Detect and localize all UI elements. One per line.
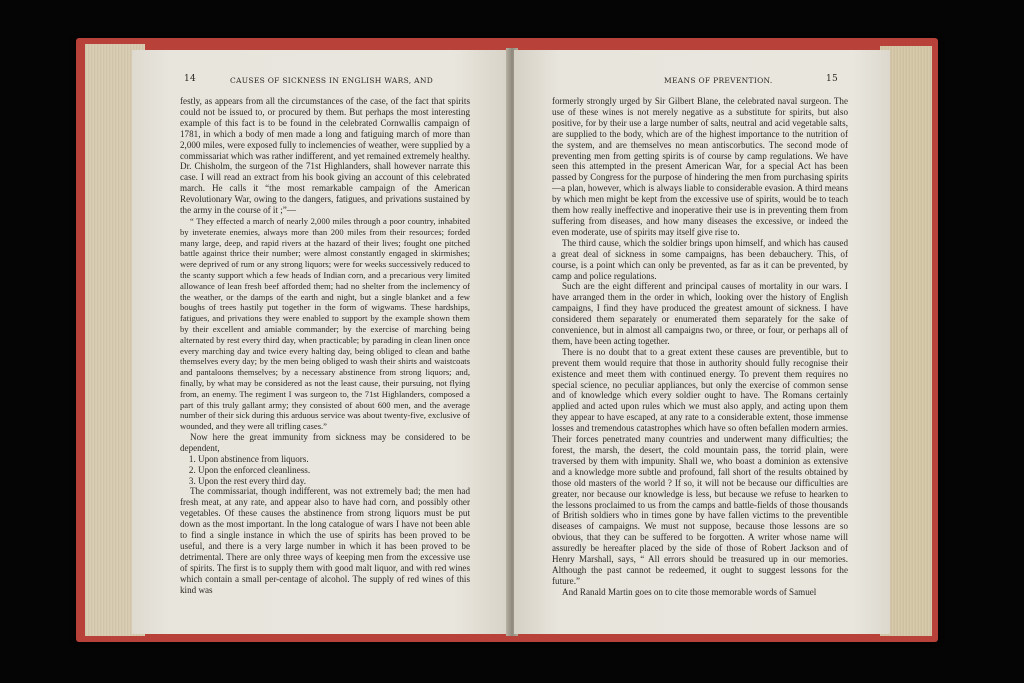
paragraph: The commissariat, though indifferent, was not extremely bad; the men had fresh meat, at any rate, and appear also to have had corn, and possibly other vegetables. Of these causes the abstinence from strong liquors must be put down as the most important. In the long catalogue of wars I have not been able to find a single instance in which the use of spirits has been proved to be useful, and there is a very large number in which it has been proved to be detrimental. There are only three ways of keeping men from the excessive use of spirits. The first is to supply them with good malt liquor, and with red wines which contain a small per-centage of alcohol. The supply of red wines of this kind was: [180, 486, 470, 595]
page-body: [180, 96, 470, 596]
page-number: 14: [184, 74, 197, 84]
running-head: MEANS OF PREVENTION.: [664, 76, 773, 85]
block-quote: “ They effected a march of nearly 2,000 miles through a poor country, inhabited by inveterate enemies, always more than 200 miles from their resources; forded many large, deep, and rapid rivers at the hazard of their lives; fought one pitched battle against thrice their number; were almost constantly engaged in skirmishes; were deprived of rum or any strong liquors; were for weeks successively reduced to the scanty support which a few heads of Indian corn, and a precarious very limited allowance of lean fresh beef afforded them; had no shelter from the inclemency of the weather, or the damps of the earth and night, but a single blanket and a few boughs of trees hastily put together in the form of wigwams. These hardships, fatigues, and privations they were enabled to support by the example shown them by their excellent and amiable commander; by the exercise of marching being alternated by rest every third day, when practicable; by parading in clean linen once every marching day and twice every halting day, being obliged to clean and bathe themselves every day; by the men being obliged to wash their shirts and waistcoats and pantaloons themselves; by a necessary abstinence from strong liquors; and, finally, by what may be considered as not the least cause, their pursuing, not flying from, an enemy. The regiment I was surgeon to, the 71st Highlanders, composed a part of this truly gallant army; they consisted of about 600 men, and the average number of their sick during this arduous service was about twenty-five, exclusive of wounded, and they were all trifling cases.”: [180, 215, 470, 432]
page-number: 15: [825, 74, 838, 84]
numbered-list: [180, 454, 470, 487]
page-body: [552, 96, 848, 598]
paragraph: The third cause, which the soldier brings upon himself, and which has caused a great deal of sickness in some campaigns, has been debauchery. This, of course, is a point which can only be prevented, as far as it can be prevented, by camp and police regulations.: [552, 237, 848, 281]
list-item: 1. Upon abstinence from liquors.: [198, 454, 470, 465]
running-head: CAUSES OF SICKNESS IN ENGLISH WARS, AND: [230, 76, 434, 85]
list-item: 3. Upon the rest every third day.: [198, 476, 470, 487]
paragraph: festly, as appears from all the circumstances of the case, of the fact that spirits could not be issued to, or procured by them. But perhaps the most interesting example of this fact is to be found in the celebrated Cornwallis campaign of 1781, in which a body of men made a long and fatiguing march of more than 2,000 miles, were exposed fully to inclemencies of weather, were supplied by a commissariat which was rather indifferent, and yet remained extremely healthy. Dr. Chisholm, the surgeon of the 71st Highlanders, shall however narrate this case. I will read an extract from his book giving an account of this celebrated march. He calls it “the most remarkable campaign of the American Revolutionary War, owing to the dangers, fatigues, and privations sustained by the army in the course of it ;”—: [180, 96, 470, 216]
right-page: [514, 50, 890, 634]
paragraph: Such are the eight different and principal causes of mortality in our wars. I have arranged them in the order in which, looking over the history of English campaigns, I find they have produced the greatest amount of sickness. I have considered them separately or enumerated them separately for the sake of convenience, but in almost all campaigns two, or three, or four, or perhaps all of them, have been acting together.: [552, 281, 848, 346]
paragraph: formerly strongly urged by Sir Gilbert Blane, the celebrated naval surgeon. The use of these wines is not merely negative as a substitute for spirits, but also positive, for by their use a large number of salts, neutral and acid vegetable salts, are supplied to the body, which are of the highest importance to the nutrition of the system, and are themselves no mean antiscorbutics. The second mode of preventing men from getting spirits is of course by camp regulations. We have seen this attempted in the present American War, for a special Act has been passed by Congress for the purpose of hindering the men from purchasing spirits—a plan, however, which is always liable to considerable evasion. A third means by which men might be kept from the excessive use of spirits, would be to teach them how really ineffective and inoperative their use is in preventing them from suffering from diseases, and how many diseases the excessive, or indeed the even moderate, use of spirits may itself give rise to.: [552, 96, 848, 237]
paragraph: And Ranald Martin goes on to cite those memorable words of Samuel: [562, 586, 817, 597]
left-page: [132, 50, 510, 634]
paragraph: Now here the great immunity from sickness may be considered to be dependent,: [180, 431, 470, 453]
paragraph: There is no doubt that to a great extent these causes are preventible, but to prevent them would require that those in authority should fully recognise their existence and meet them with continued energy. To prevent them requires no special science, no peculiar appliances, but only the exercise of common sense and of knowledge which every soldier ought to have. The Romans certainly applied and acted upon rules which we must also apply, and acting upon them they appear to have escaped, at any rate to a considerable extent, those immense losses and tremendous catastrophes which have so often befallen modern armies. Their forces penetrated many countries and underwent many difficulties; the forest, the marsh, the desert, the cold mountain pass, the torrid plain, were traversed by them with impunity. Shall we, who boast a dominion as extensive and a knowledge more subtle and profound, fall short of the results obtained by those old masters of the world ? If so, it will not be because our difficulties are greater, nor because our knowledge is less, but because we refuse to hearken to the lessons proclaimed to us from the camps and battle-fields of those thousands of British soldiers who in times gone by have fallen victims to the preventible diseases of campaigns. We must not suppose, because those lessons are so obvious, that they can be suffered to be forgotten. A writer whose name will assuredly be hereafter placed by the side of those of Robert Jackson and of Henry Marshall, says, “ All errors should be treasured up in our memories. Although the past cannot be redeemed, it ought to suggest lessons for the future.”: [552, 346, 848, 586]
list-item: 2. Upon the enforced cleanliness.: [198, 465, 470, 476]
